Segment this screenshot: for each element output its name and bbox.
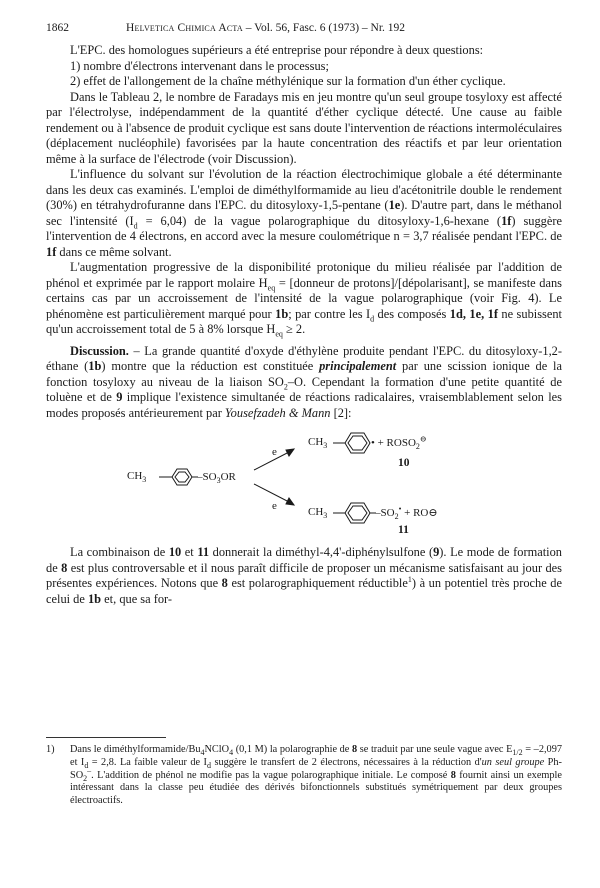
compound-ref: 11 [197,545,210,559]
bottom-product-methyl: $CH_3$ [308,506,328,521]
emphasis: un seul groupe [481,756,545,768]
reactant-methyl: $CH_3$ [127,470,147,485]
compound-ref: 8 [61,560,68,575]
volume-info: – Vol. 56, Fasc. 6 (1973) – Nr. 192 [245,22,406,34]
paragraph-solvant: L'influence du solvant sur l'évolution de la réaction électrochimique globale a été déterminante dans les deux cas examinés. L'emploi de diméthylformamide au lieu d'acétonitrile double le rendement (30%) en tétrahydrofuranne dans l'EPC. du ditosyloxy-1,5-pentane (1e). D'autre part, dans le méthanol sec l'intensité $(I_d = 6,04)$ de la vague polarographique du ditosyloxy-1,6-hexane (1f) suggère l'intervention de 4 électrons, en accord avec la mesure coulométrique n = 3,7 réalisée pendant l'EPC. de 1f dans ce même solvant. [46,167,563,259]
compound-ref: 1b [88,359,102,373]
paragraph-combinaison: La combinaison de 10 et 11 donnerait la diméthyl-4,4'-diphénylsulfone (9). Le mode de formation de 8 est plus controversable et il nous paraît difficile de proposer un mécanisme satisfaisant au jour des présentes expériences. Notons que 8 est polarographiquement réductible$^1$) à un potentiel très proche de celui de 1b et, que sa for- [46,545,562,606]
section-heading: Discussion. [70,343,129,358]
benzene-ring-reactant [159,469,198,485]
footnote-ref: 1 [407,574,412,584]
compound-ref: 1b [275,306,289,321]
paragraph-intro: L'EPC. des homologues supérieurs a été entreprise pour répondre à deux questions: [70,43,484,57]
compound-label-10: 10 [398,457,410,469]
paragraph-tableau: Dans le Tableau 2, le nombre de Faradays mis en jeu montre qu'un seul groupe tosyloxy est affecté par l'électrolyse, indépendamment de la quantité d'éther cyclique détecté. Une cause au faible rendement ou à l'absence de produit cyclique est sans doute l'intervention de réactions intermoléculaires (déplacement nucléophile) favorisées par la haute concentration des réactifs et par leur orientation même à la surface de l'électrode (voir Discussion). [46,89,562,166]
compound-ref: 8 [351,744,358,755]
compound-ref: 8 [221,576,228,590]
compound-ref: 1d, 1e, 1f [449,306,498,321]
emphasis: principalement [319,359,397,373]
electron-label-top: e [272,446,277,458]
question-item-2: 2) effet de l'allongement de la chaîne méthylénique sur la formation d'un éther cyclique. [70,74,506,88]
footnote-text: Dans le diméthylformamide/$Bu_4NClO_4$ (0,1 M) la polarographie de 8 se traduit par une seule vague avec $E_{1/2} = -2,097$ et $I_d = 2,8$. La faible valeur de $I_d$ suggère le transfert de 2 électrons, nécessaires à la réduction d'un seul groupe $Ph-SO_2^-$. L'addition de phénol ne modifie pas la vague polarographique initiale. Le composé 8 fournit ainsi un exemple intéressant dans la classe peu étudiée des dérivés bifonctionnels substitués symétriquement par deux groupes électroactifs. [70,744,562,807]
compound-ref: 10 [168,545,182,559]
compound-ref: 9 [433,545,440,559]
running-header [46,22,562,38]
compound-ref: 9 [116,390,123,404]
compound-label-11: 11 [398,524,409,536]
compound-ref: 1e [388,198,401,212]
top-product-methyl: $CH_3$ [308,436,328,451]
electron-label-bottom: e [272,500,277,512]
journal-name: Helvetica Chimica Acta [126,22,243,34]
footnote [46,744,562,808]
reaction-scheme [46,427,562,535]
scheme-drawing [46,427,562,535]
author-citation: Yousefzadeh & Mann [224,405,331,420]
reactant-tosylate: $-SO_3OR$ [197,471,236,486]
benzene-ring-bottom [333,503,376,523]
compound-ref: 1f [501,213,512,228]
page-number: 1862 [46,22,69,34]
paragraph-proton: L'augmentation progressive de la disponibilité protonique du milieu réalisée par l'addition de phénol et exprimée par le rapport molaire $H_{eq}$ = [donneur de protons]/[dépolarisant], se manifeste dans certains cas par un accroissement de l'intensité de la vague polarographique (voir Fig. 4). Le phénomène est particulièrement marqué pour 1b; par contre les $I_d$ des composés 1d, 1e, 1f ne subissent qu'un accroissement total de 5 à 8% lorsque $H_{eq} \ge 2$. [46,260,562,339]
compound-ref: 1f [46,244,57,259]
compound-ref: 8 [450,769,456,781]
benzene-ring-top [333,433,370,453]
running-title [126,22,405,34]
article-body [46,43,562,607]
compound-ref: 1b [87,591,102,606]
top-product-tail: • + $ROSO_2^⊖$ [371,434,427,452]
footnote-mark: 1) [46,744,55,755]
footnote-rule [46,737,166,738]
paragraph-discussion: Discussion. – La grande quantité d'oxyde d'éthylène produite pendant l'EPC. du ditosyloxy-1,2-éthane (1b) montre que la réduction est constituée principalement par une scission ionique de la fonction tosyloxy au niveau de la liaison $SO_2-O$. Cependant la formation d'une petite quantité de toluène et de 9 implique l'existence simultanée de réactions radicalaires, vraisemblablement selon les modes proposés antérieurement par Yousefzadeh & Mann [2]: [46,343,562,420]
question-item-1: 1) nombre d'électrons intervenant dans le processus; [70,58,329,73]
bottom-product-tail: $-SO_2^•$ + RO⊖ [375,504,438,522]
